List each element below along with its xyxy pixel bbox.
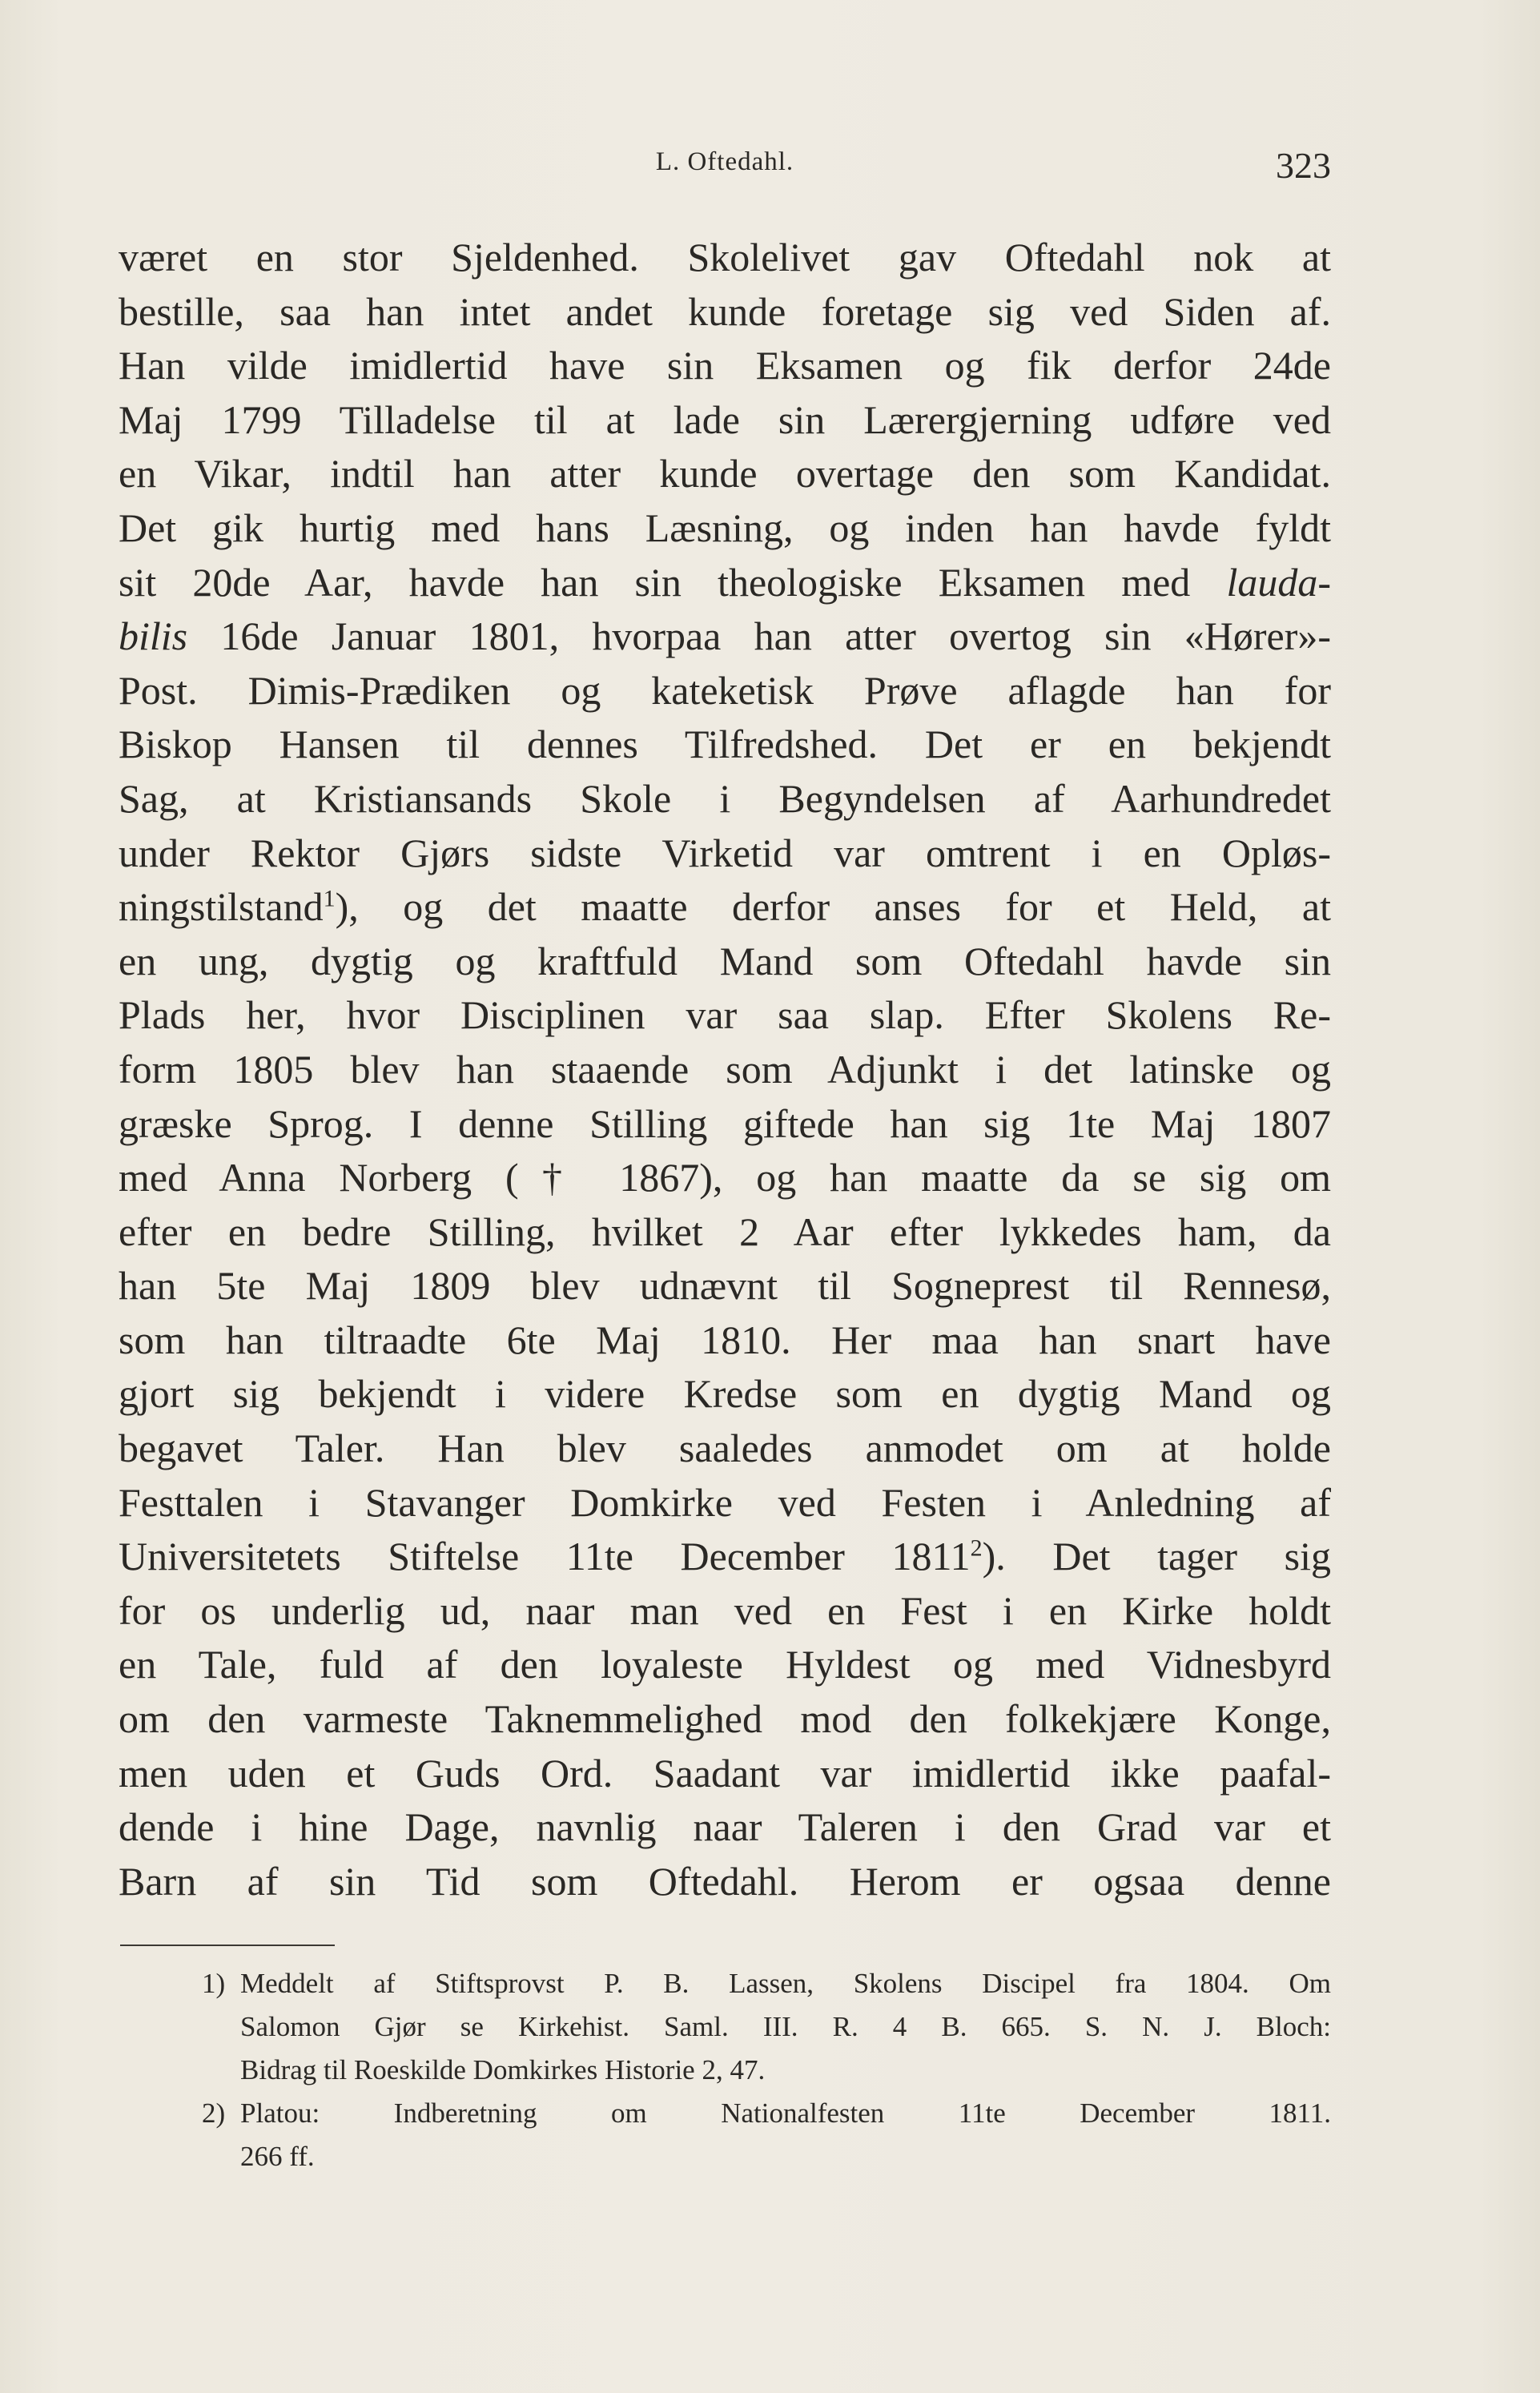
text-line: Biskop Hansen til dennes Tilfredshed. Det er en bekjendt	[119, 722, 1331, 767]
text-line: Det gik hurtig med hans Læsning, og inden han havde fyldt	[119, 505, 1331, 550]
text-segment: 16de Januar 1801, hvorpaa han atter overtog sin «Hører»-	[187, 613, 1331, 659]
body-text	[119, 231, 1331, 1908]
text-line: form 1805 blev han staaende som Adjunkt i det latinske og	[119, 1046, 1331, 1092]
text-line: dende i hine Dage, navnlig naar Taleren i den Grad var et	[119, 1804, 1331, 1850]
page-number: 323	[1276, 145, 1331, 186]
text-line: Plads her, hvor Disciplinen var saa slap. Efter Skolens Re-	[119, 992, 1331, 1038]
footnote-line	[202, 1962, 1331, 2005]
text-line: en ung, dygtig og kraftfuld Mand som Oftedahl havde sin	[119, 938, 1331, 983]
footnotes	[202, 1962, 1331, 2178]
footnote-ref: 2	[970, 1534, 983, 1562]
text-line: bestille, saa han intet andet kunde foretage sig ved Siden af.	[119, 288, 1331, 334]
text-line: været en stor Sjeldenhed. Skolelivet gav Oftedahl nok at	[119, 235, 1331, 280]
text-line: men uden et Guds Ord. Saadant var imidlertid ikke paafal-	[119, 1750, 1331, 1796]
footnote-marker: 1)	[202, 1968, 226, 1999]
text-segment: ningstilstand	[119, 884, 324, 930]
footnote-divider	[120, 1945, 335, 1946]
text-line: Post. Dimis-Prædiken og kateketisk Prøve aflagde han for	[119, 667, 1331, 713]
text-line: som han tiltraadte 6te Maj 1810. Her maa han snart have	[119, 1317, 1331, 1362]
text-line: efter en bedre Stilling, hvilket 2 Aar efter lykkedes ham, da	[119, 1209, 1331, 1254]
text-segment: ), og det maatte derfor anses for et Held, at	[335, 884, 1331, 930]
text-segment: sit 20de Aar, havde han sin theologiske Eksamen med	[119, 559, 1191, 605]
page-header	[119, 144, 1331, 192]
text-line: græske Sprog. I denne Stilling giftede han sig 1te Maj 1807	[119, 1100, 1331, 1146]
text-line: begavet Taler. Han blev saaledes anmodet om at holde	[119, 1426, 1331, 1471]
text-line: Sag, at Kristiansands Skole i Begyndelsen af Aarhundredet	[119, 775, 1331, 821]
footnote-line: Salomon Gjør se Kirkehist. Saml. III. R. 4 B. 665. S. N. J. Bloch:	[240, 2011, 1331, 2042]
footnote-marker: 2)	[202, 2097, 226, 2129]
text-line: for os underlig ud, naar man ved en Fest i en Kirke holdt	[119, 1587, 1331, 1633]
running-head: L. Oftedahl.	[655, 147, 794, 176]
italic-word: bilis	[119, 613, 188, 659]
text-line: Barn af sin Tid som Oftedahl. Herom er ogsaa denne	[119, 1858, 1331, 1904]
footnote-text: Platou: Indberetning om Nationalfesten 11te December 1811.	[240, 2097, 1331, 2129]
footnote-text: Meddelt af Stiftsprovst P. B. Lassen, Skolens Discipel fra 1804. Om	[240, 1968, 1331, 1999]
text-line	[119, 609, 1331, 664]
text-line: Festtalen i Stavanger Domkirke ved Festen i Anledning af	[119, 1479, 1331, 1525]
text-line: en Vikar, indtil han atter kunde overtage den som Kandidat.	[119, 451, 1331, 497]
text-line: gjort sig bekjendt i videre Kredse som en dygtig Mand og	[119, 1371, 1331, 1417]
text-line: en Tale, fuld af den loyaleste Hyldest og med Vidnesbyrd	[119, 1642, 1331, 1687]
text-line: med Anna Norberg († 1867), og han maatte da se sig om	[119, 1155, 1331, 1201]
text-line: han 5te Maj 1809 blev udnævnt til Sogneprest til Rennesø,	[119, 1263, 1331, 1309]
text-line	[119, 880, 1331, 935]
text-line: under Rektor Gjørs sidste Virketid var omtrent i en Opløs-	[119, 830, 1331, 875]
footnote-line: 266 ff.	[240, 2141, 315, 2172]
text-line	[119, 556, 1331, 610]
footnote-line: Bidrag til Roeskilde Domkirkes Historie 2, 47.	[240, 2054, 766, 2085]
text-line: Han vilde imidlertid have sin Eksamen og fik derfor 24de	[119, 343, 1331, 388]
italic-word: lauda-	[1226, 559, 1331, 605]
text-line: Maj 1799 Tilladelse til at lade sin Lærergjerning udføre ved	[119, 396, 1331, 442]
text-segment: Universitetets Stiftelse 11te December 1811	[119, 1534, 971, 1579]
footnote-line	[202, 2092, 1331, 2135]
footnote-ref: 1	[323, 885, 336, 912]
text-line: om den varmeste Taknemmelighed mod den folkekjære Konge,	[119, 1696, 1331, 1742]
text-segment: ). Det tager sig	[982, 1534, 1331, 1579]
text-line	[119, 1530, 1331, 1584]
